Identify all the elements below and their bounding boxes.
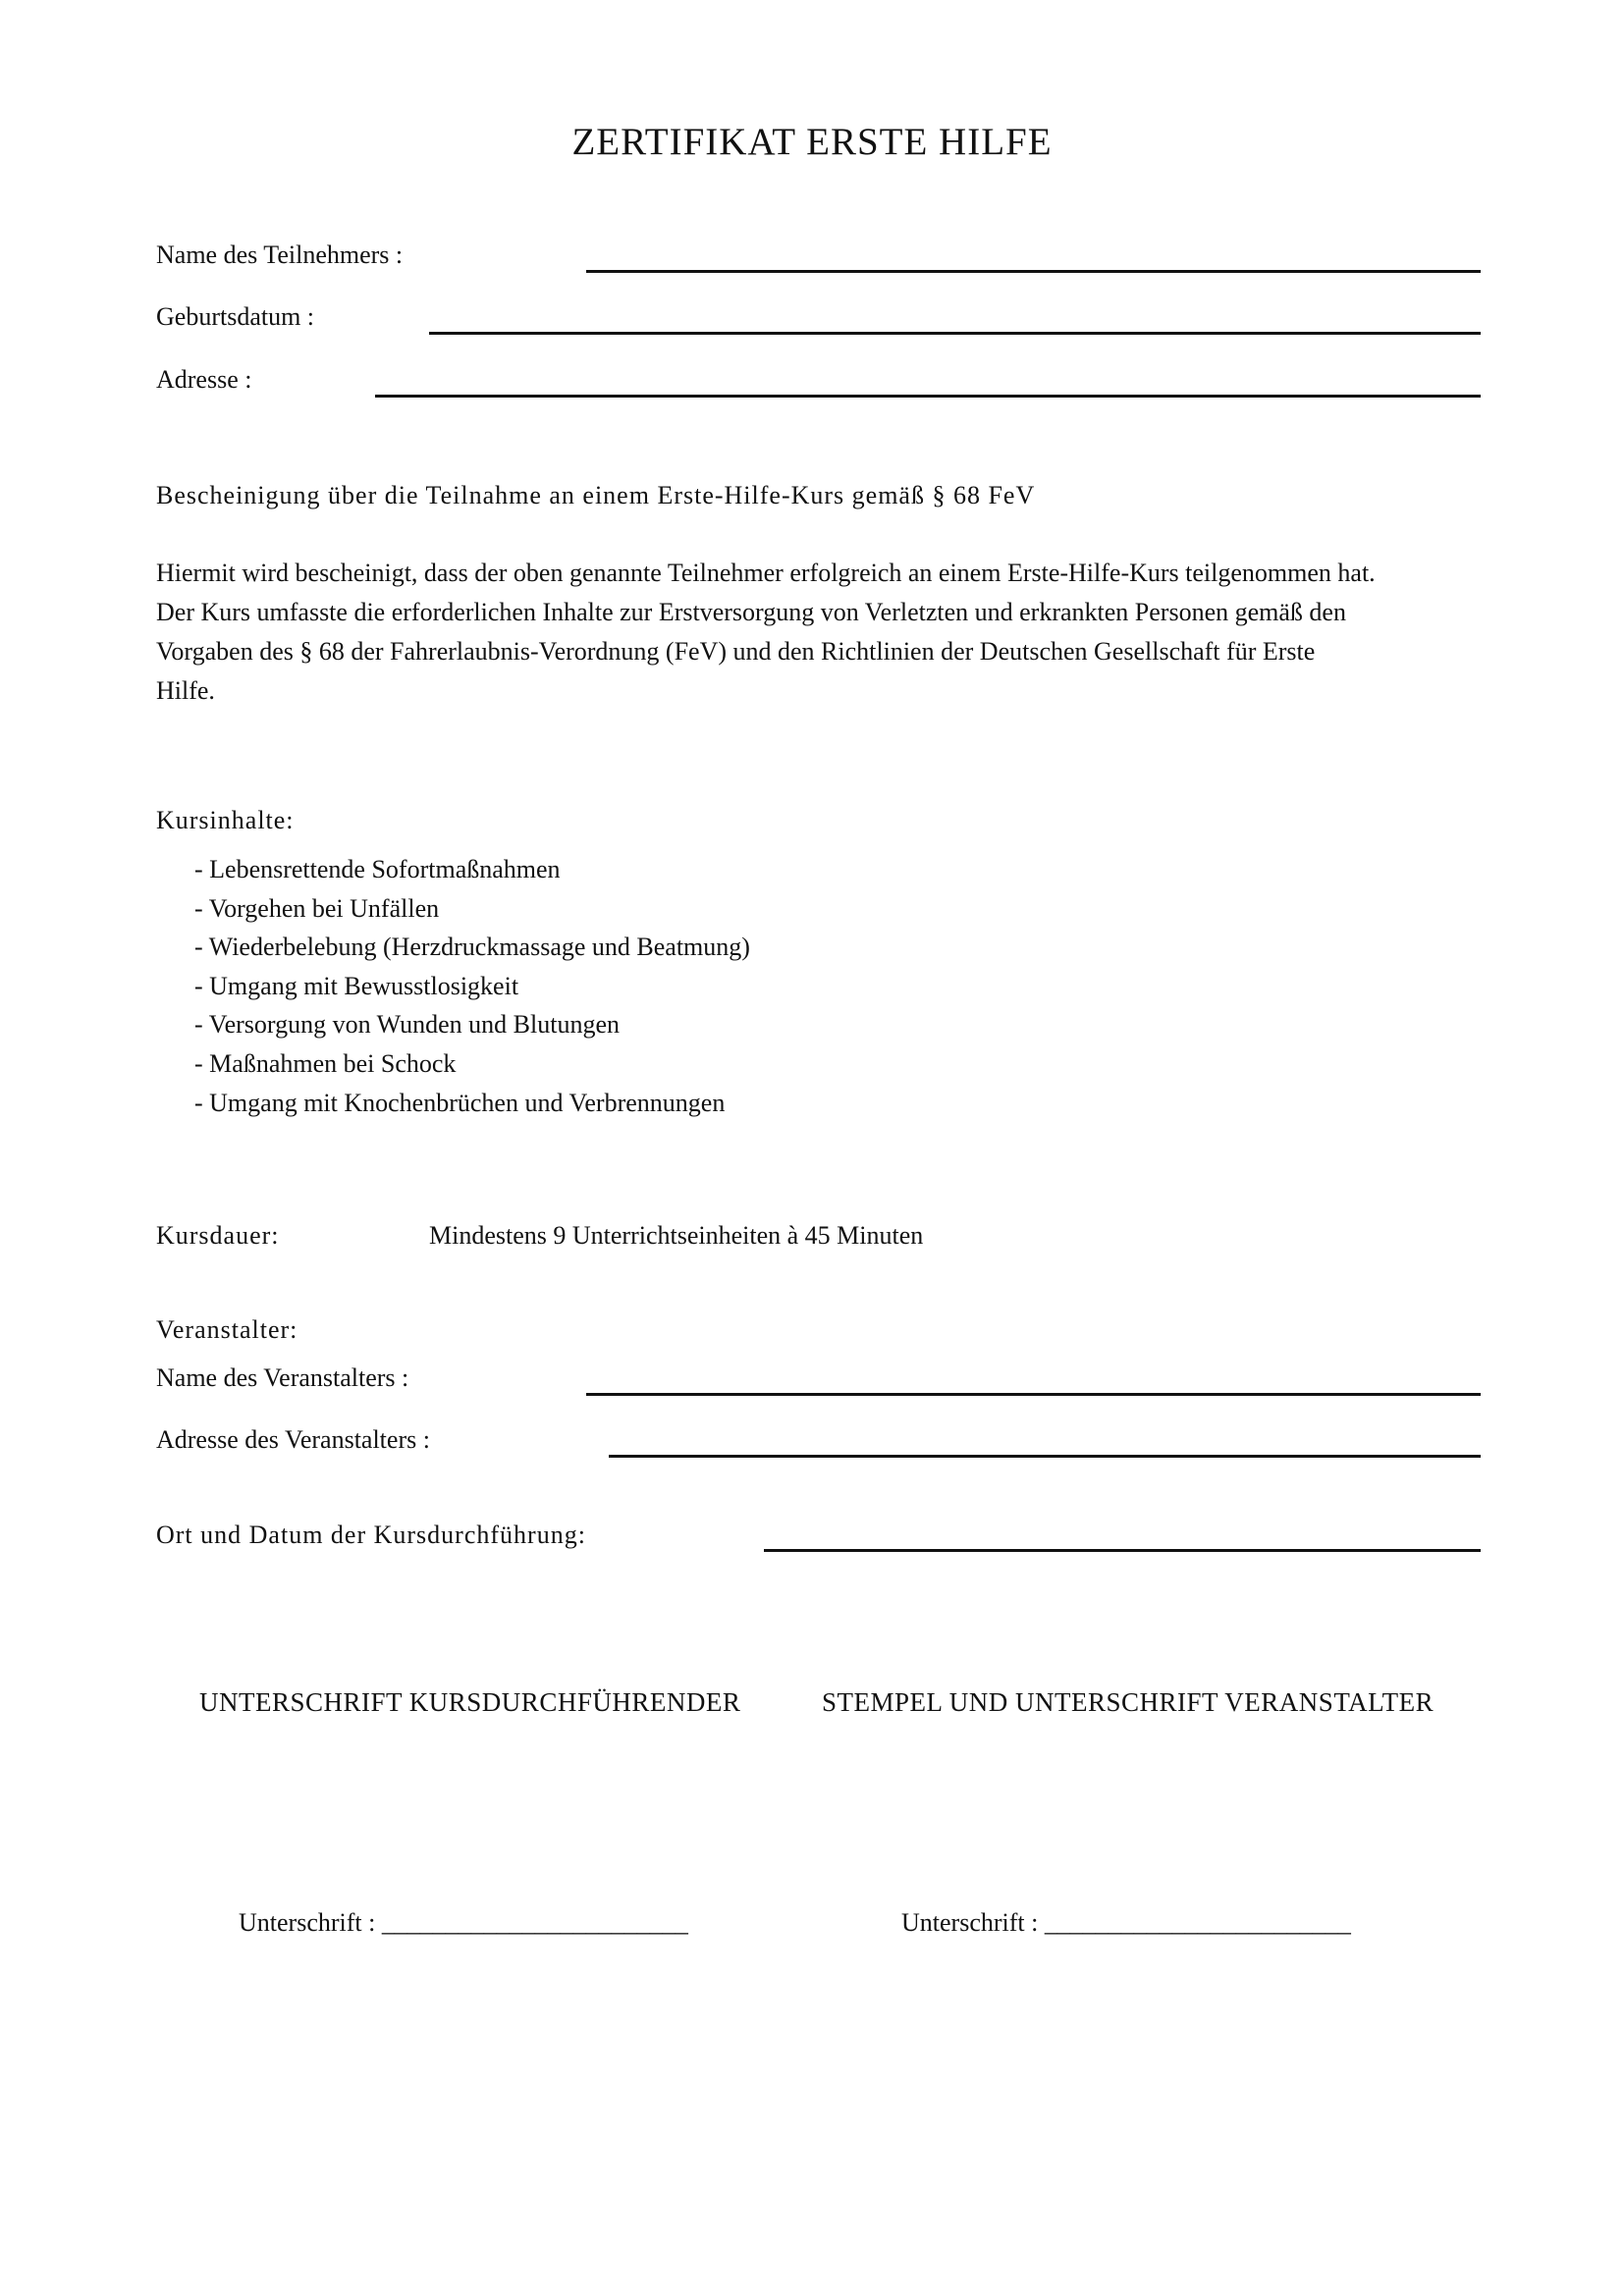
- participant-name-field[interactable]: [586, 270, 1481, 273]
- list-item: - Versorgung von Wunden und Blutungen: [194, 1010, 620, 1040]
- certification-text-line: Hilfe.: [156, 676, 215, 705]
- signature-right-field[interactable]: Unterschrift : ________________________: [901, 1908, 1351, 1937]
- certification-text-line: Hiermit wird bescheinigt, dass der oben genannte Teilnehmer erfolgreich an einem Erste-Hilfe-Kurs teilgenommen hat.: [156, 559, 1376, 587]
- place-date-field[interactable]: [764, 1549, 1481, 1552]
- signature-right-heading: STEMPEL UND UNTERSCHRIFT VERANSTALTER: [822, 1687, 1435, 1717]
- address-label: Adresse :: [156, 365, 252, 394]
- birthdate-label: Geburtsdatum :: [156, 302, 315, 331]
- organizer-label: Veranstalter:: [156, 1315, 298, 1344]
- list-item: - Lebensrettende Sofortmaßnahmen: [194, 855, 561, 883]
- organizer-name-field[interactable]: [586, 1393, 1481, 1396]
- course-duration-label: Kursdauer:: [156, 1221, 280, 1250]
- certification-heading: Bescheinigung über die Teilnahme an einem Erste-Hilfe-Kurs gemäß § 68 FeV: [156, 481, 1036, 509]
- list-item: - Umgang mit Bewusstlosigkeit: [194, 971, 519, 1000]
- course-duration-value: Mindestens 9 Unterrichtseinheiten à 45 Minuten: [429, 1221, 924, 1250]
- place-date-label: Ort und Datum der Kursdurchführung:: [156, 1521, 586, 1549]
- organizer-name-label: Name des Veranstalters :: [156, 1363, 409, 1392]
- list-item: - Maßnahmen bei Schock: [194, 1048, 457, 1078]
- organizer-address-field[interactable]: [609, 1455, 1481, 1458]
- list-item: - Wiederbelebung (Herzdruckmassage und Beatmung): [194, 933, 750, 962]
- certification-text: [156, 554, 1491, 711]
- certification-text-line: Der Kurs umfasste die erforderlichen Inhalte zur Erstversorgung von Verletzten und erkrankten Personen gemäß den: [156, 598, 1346, 626]
- list-item: - Umgang mit Knochenbrüchen und Verbrennungen: [194, 1088, 726, 1117]
- list-item: - Vorgehen bei Unfällen: [194, 893, 440, 923]
- address-field[interactable]: [375, 395, 1481, 398]
- birthdate-field[interactable]: [429, 332, 1481, 335]
- course-contents-label: Kursinhalte:: [156, 806, 295, 834]
- signature-left-field[interactable]: Unterschrift : ________________________: [239, 1908, 688, 1937]
- participant-name-label: Name des Teilnehmers :: [156, 240, 404, 269]
- course-contents-list: [194, 850, 750, 1122]
- certification-text-line: Vorgaben des § 68 der Fahrerlaubnis-Verordnung (FeV) und den Richtlinien der Deutschen Gesellschaft für Erste: [156, 637, 1316, 666]
- organizer-address-label: Adresse des Veranstalters :: [156, 1425, 430, 1454]
- signature-left-heading: UNTERSCHRIFT KURSDURCHFÜHRENDER: [199, 1687, 741, 1717]
- document-title: ZERTIFIKAT ERSTE HILFE: [571, 121, 1053, 163]
